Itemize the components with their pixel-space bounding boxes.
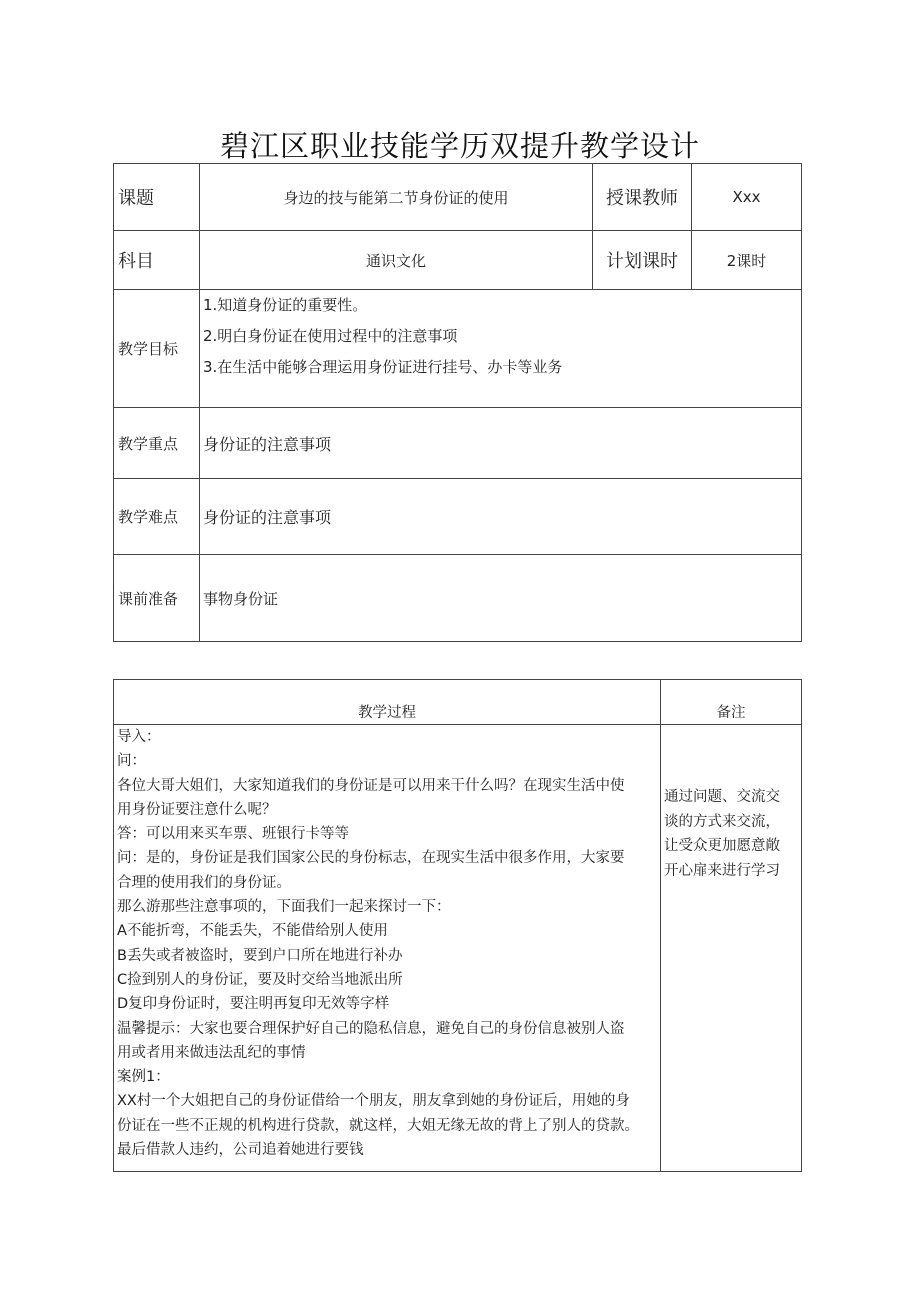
goal-item: 1.知道身份证的重要性。 <box>203 296 368 314</box>
note-line: 让受众更加愿意敞 <box>664 838 780 855</box>
key-label: 教学重点 <box>114 408 200 479</box>
process-line: 那么游那些注意事项的，下面我们一起来探讨一下： <box>117 899 451 916</box>
process-line: XX村一个大姐把自己的身份证借给一个朋友，朋友拿到她的身份证后，用她的身 <box>117 1093 630 1110</box>
subject-label: 科目 <box>114 231 200 290</box>
prep-value: 事物身份证 <box>200 555 802 642</box>
process-line: 用身份证要注意什么呢？ <box>117 801 277 818</box>
note-line: 通过问题、交流交 <box>664 789 780 805</box>
goals-label: 教学目标 <box>114 290 200 408</box>
process-line: C捡到别人的身份证，要及时交给当地派出所 <box>117 971 403 988</box>
difficulty-label: 教学难点 <box>114 479 200 555</box>
goal-item: 3.在生活中能够合理运用身份证进行挂号、办卡等业务 <box>203 358 563 376</box>
page-title: 碧江区职业技能学历双提升教学设计 <box>219 129 700 163</box>
hours-value: 2课时 <box>692 231 802 290</box>
goals-cell <box>200 290 802 408</box>
difficulty-value: 身份证的注意事项 <box>200 479 802 555</box>
teaching-process-table <box>113 679 802 1172</box>
process-line: 温馨提示：大家也要合理保护好自己的隐私信息，避免自己的身份信息被别人盗 <box>117 1020 625 1037</box>
process-line: 最后借款人违约，公司追着她进行要钱 <box>117 1142 364 1159</box>
prep-label: 课前准备 <box>114 555 200 642</box>
process-line: 份证在一些不正规的机构进行贷款，就这样，大姐无缘无故的背上了别人的贷款。 <box>117 1117 639 1134</box>
process-content <box>114 725 661 1172</box>
goal-item: 2.明白身份证在使用过程中的注意事项 <box>203 327 458 345</box>
process-line: 问：是的，身份证是我们国家公民的身份标志，在现实生活中很多作用，大家要 <box>117 850 625 867</box>
process-header: 教学过程 <box>114 680 661 725</box>
key-value: 身份证的注意事项 <box>200 408 802 479</box>
note-line: 开心扉来进行学习 <box>664 862 780 879</box>
process-line: 各位大哥大姐们，大家知道我们的身份证是可以用来干什么吗？在现实生活中使 <box>117 777 625 794</box>
subject-value: 通识文化 <box>200 231 593 290</box>
hours-label: 计划课时 <box>593 231 692 290</box>
topic-value: 身边的技与能第二节身份证的使用 <box>200 164 593 231</box>
lesson-info-table <box>113 163 802 642</box>
teacher-value: Xxx <box>692 164 802 231</box>
note-line: 谈的方式来交流， <box>664 813 780 830</box>
process-line: 导入： <box>117 729 161 745</box>
process-line: 案例1： <box>117 1069 170 1086</box>
process-line: 答：可以用来买车票、班银行卡等等 <box>117 826 349 843</box>
note-content <box>661 725 802 1172</box>
teacher-label: 授课教师 <box>593 164 692 231</box>
process-line: B丢失或者被盗时，要到户口所在地进行补办 <box>117 947 403 964</box>
topic-label: 课题 <box>114 164 200 231</box>
note-header: 备注 <box>661 680 802 725</box>
process-line: 问： <box>117 753 146 770</box>
process-line: 用或者用来做违法乱纪的事情 <box>117 1044 306 1061</box>
process-line: D复印身份证时，要注明再复印无效等字样 <box>117 996 390 1013</box>
process-line: 合理的使用我们的身份证。 <box>117 874 291 891</box>
process-line: A不能折弯，不能丢失，不能借给别人使用 <box>117 923 388 940</box>
